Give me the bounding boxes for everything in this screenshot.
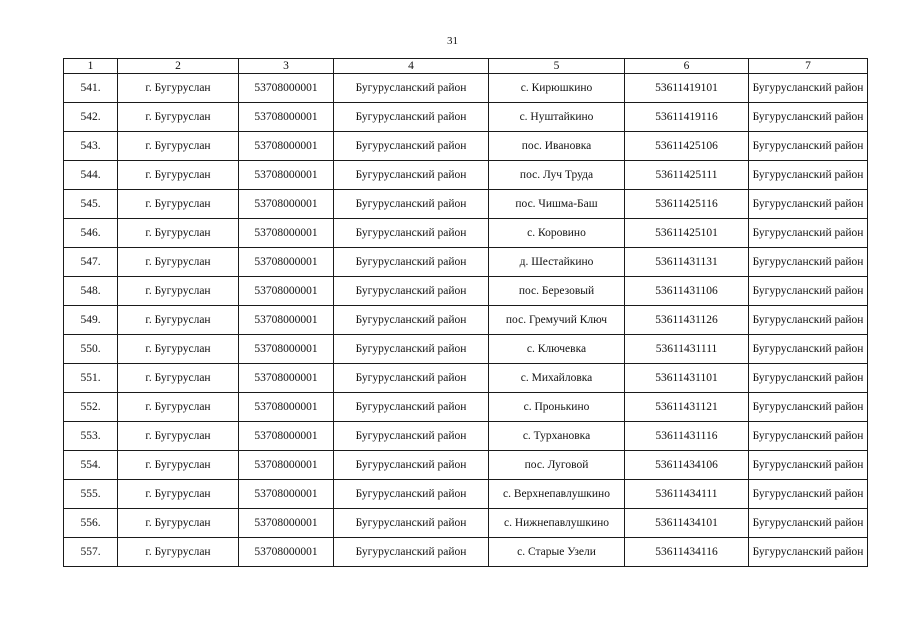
city-oktmo-cell: 53708000001	[239, 306, 334, 335]
city-oktmo-cell: 53708000001	[239, 509, 334, 538]
district-cell: Бугурусланский район	[334, 422, 489, 451]
city-cell: г. Бугуруслан	[118, 480, 239, 509]
municipality-cell: Бугурусланский район	[749, 74, 868, 103]
row-number-cell: 547.	[64, 248, 118, 277]
settlement-cell: с. Михайловка	[489, 364, 625, 393]
city-oktmo-cell: 53708000001	[239, 132, 334, 161]
city-cell: г. Бугуруслан	[118, 132, 239, 161]
city-oktmo-cell: 53708000001	[239, 335, 334, 364]
district-cell: Бугурусланский район	[334, 306, 489, 335]
table-row	[64, 103, 868, 132]
header-row	[64, 59, 868, 74]
settlement-oktmo-cell: 53611431116	[625, 422, 749, 451]
settlement-cell: с. Пронькино	[489, 393, 625, 422]
header-cell-3: 3	[239, 59, 334, 74]
settlement-oktmo-cell: 53611431106	[625, 277, 749, 306]
table-row	[64, 509, 868, 538]
row-number-cell: 542.	[64, 103, 118, 132]
municipality-cell: Бугурусланский район	[749, 219, 868, 248]
settlement-cell: с. Нуштайкино	[489, 103, 625, 132]
municipality-cell: Бугурусланский район	[749, 277, 868, 306]
settlement-oktmo-cell: 53611425101	[625, 219, 749, 248]
settlement-cell: пос. Березовый	[489, 277, 625, 306]
settlement-oktmo-cell: 53611434101	[625, 509, 749, 538]
settlement-cell: д. Шестайкино	[489, 248, 625, 277]
row-number-cell: 553.	[64, 422, 118, 451]
municipality-cell: Бугурусланский район	[749, 509, 868, 538]
row-number-cell: 549.	[64, 306, 118, 335]
municipality-cell: Бугурусланский район	[749, 364, 868, 393]
municipality-cell: Бугурусланский район	[749, 422, 868, 451]
city-cell: г. Бугуруслан	[118, 277, 239, 306]
table-row	[64, 74, 868, 103]
city-oktmo-cell: 53708000001	[239, 393, 334, 422]
row-number-cell: 544.	[64, 161, 118, 190]
district-cell: Бугурусланский район	[334, 74, 489, 103]
table-row	[64, 306, 868, 335]
settlement-cell: пос. Ивановка	[489, 132, 625, 161]
municipality-cell: Бугурусланский район	[749, 393, 868, 422]
city-oktmo-cell: 53708000001	[239, 190, 334, 219]
settlement-oktmo-cell: 53611425106	[625, 132, 749, 161]
city-cell: г. Бугуруслан	[118, 248, 239, 277]
district-cell: Бугурусланский район	[334, 393, 489, 422]
city-oktmo-cell: 53708000001	[239, 422, 334, 451]
city-oktmo-cell: 53708000001	[239, 277, 334, 306]
row-number-cell: 541.	[64, 74, 118, 103]
settlement-cell: с. Коровино	[489, 219, 625, 248]
settlement-cell: с. Верхнепавлушкино	[489, 480, 625, 509]
row-number-cell: 556.	[64, 509, 118, 538]
city-cell: г. Бугуруслан	[118, 451, 239, 480]
district-cell: Бугурусланский район	[334, 451, 489, 480]
municipality-cell: Бугурусланский район	[749, 103, 868, 132]
table-row	[64, 393, 868, 422]
row-number-cell: 557.	[64, 538, 118, 567]
settlement-oktmo-cell: 53611425116	[625, 190, 749, 219]
municipality-cell: Бугурусланский район	[749, 451, 868, 480]
row-number-cell: 552.	[64, 393, 118, 422]
municipality-cell: Бугурусланский район	[749, 190, 868, 219]
table-header	[64, 59, 868, 74]
municipality-cell: Бугурусланский район	[749, 248, 868, 277]
district-cell: Бугурусланский район	[334, 219, 489, 248]
city-cell: г. Бугуруслан	[118, 335, 239, 364]
city-oktmo-cell: 53708000001	[239, 364, 334, 393]
settlement-oktmo-cell: 53611419101	[625, 74, 749, 103]
table-row	[64, 277, 868, 306]
settlement-cell: с. Старые Узели	[489, 538, 625, 567]
city-cell: г. Бугуруслан	[118, 538, 239, 567]
district-cell: Бугурусланский район	[334, 103, 489, 132]
city-oktmo-cell: 53708000001	[239, 248, 334, 277]
settlement-oktmo-cell: 53611431111	[625, 335, 749, 364]
district-cell: Бугурусланский район	[334, 335, 489, 364]
city-cell: г. Бугуруслан	[118, 364, 239, 393]
table-row	[64, 364, 868, 393]
row-number-cell: 555.	[64, 480, 118, 509]
settlement-cell: пос. Гремучий Ключ	[489, 306, 625, 335]
table-row	[64, 248, 868, 277]
city-oktmo-cell: 53708000001	[239, 161, 334, 190]
settlement-oktmo-cell: 53611431131	[625, 248, 749, 277]
district-cell: Бугурусланский район	[334, 161, 489, 190]
table-row	[64, 480, 868, 509]
district-cell: Бугурусланский район	[334, 190, 489, 219]
settlement-oktmo-cell: 53611434116	[625, 538, 749, 567]
district-cell: Бугурусланский район	[334, 509, 489, 538]
district-cell: Бугурусланский район	[334, 480, 489, 509]
settlement-cell: с. Турхановка	[489, 422, 625, 451]
city-oktmo-cell: 53708000001	[239, 480, 334, 509]
table-body	[64, 74, 868, 567]
settlement-cell: пос. Луговой	[489, 451, 625, 480]
table-row	[64, 161, 868, 190]
table-row	[64, 190, 868, 219]
municipality-cell: Бугурусланский район	[749, 132, 868, 161]
header-cell-4: 4	[334, 59, 489, 74]
table-row	[64, 219, 868, 248]
table-row	[64, 422, 868, 451]
city-oktmo-cell: 53708000001	[239, 538, 334, 567]
row-number-cell: 546.	[64, 219, 118, 248]
district-cell: Бугурусланский район	[334, 538, 489, 567]
header-cell-7: 7	[749, 59, 868, 74]
district-cell: Бугурусланский район	[334, 132, 489, 161]
municipality-cell: Бугурусланский район	[749, 161, 868, 190]
row-number-cell: 543.	[64, 132, 118, 161]
row-number-cell: 554.	[64, 451, 118, 480]
settlement-oktmo-cell: 53611431126	[625, 306, 749, 335]
city-oktmo-cell: 53708000001	[239, 74, 334, 103]
registry-table	[63, 58, 868, 567]
district-cell: Бугурусланский район	[334, 277, 489, 306]
city-cell: г. Бугуруслан	[118, 306, 239, 335]
header-cell-6: 6	[625, 59, 749, 74]
table-row	[64, 451, 868, 480]
city-oktmo-cell: 53708000001	[239, 451, 334, 480]
row-number-cell: 545.	[64, 190, 118, 219]
page-number: 31	[447, 35, 458, 47]
settlement-cell: с. Кирюшкино	[489, 74, 625, 103]
settlement-cell: с. Ключевка	[489, 335, 625, 364]
row-number-cell: 550.	[64, 335, 118, 364]
city-cell: г. Бугуруслан	[118, 161, 239, 190]
district-cell: Бугурусланский район	[334, 364, 489, 393]
city-cell: г. Бугуруслан	[118, 393, 239, 422]
table-row	[64, 335, 868, 364]
municipality-cell: Бугурусланский район	[749, 335, 868, 364]
settlement-oktmo-cell: 53611431121	[625, 393, 749, 422]
city-oktmo-cell: 53708000001	[239, 219, 334, 248]
municipality-cell: Бугурусланский район	[749, 538, 868, 567]
table-row	[64, 132, 868, 161]
district-cell: Бугурусланский район	[334, 248, 489, 277]
city-cell: г. Бугуруслан	[118, 509, 239, 538]
settlement-oktmo-cell: 53611425111	[625, 161, 749, 190]
city-cell: г. Бугуруслан	[118, 190, 239, 219]
settlement-oktmo-cell: 53611434111	[625, 480, 749, 509]
city-oktmo-cell: 53708000001	[239, 103, 334, 132]
municipality-cell: Бугурусланский район	[749, 306, 868, 335]
settlement-cell: с. Нижнепавлушкино	[489, 509, 625, 538]
settlement-oktmo-cell: 53611419116	[625, 103, 749, 132]
city-cell: г. Бугуруслан	[118, 74, 239, 103]
header-cell-5: 5	[489, 59, 625, 74]
city-cell: г. Бугуруслан	[118, 219, 239, 248]
settlement-cell: пос. Чишма-Баш	[489, 190, 625, 219]
city-cell: г. Бугуруслан	[118, 103, 239, 132]
header-cell-2: 2	[118, 59, 239, 74]
row-number-cell: 548.	[64, 277, 118, 306]
table-row	[64, 538, 868, 567]
settlement-oktmo-cell: 53611431101	[625, 364, 749, 393]
settlement-oktmo-cell: 53611434106	[625, 451, 749, 480]
municipality-cell: Бугурусланский район	[749, 480, 868, 509]
settlement-cell: пос. Луч Труда	[489, 161, 625, 190]
city-cell: г. Бугуруслан	[118, 422, 239, 451]
row-number-cell: 551.	[64, 364, 118, 393]
header-cell-1: 1	[64, 59, 118, 74]
